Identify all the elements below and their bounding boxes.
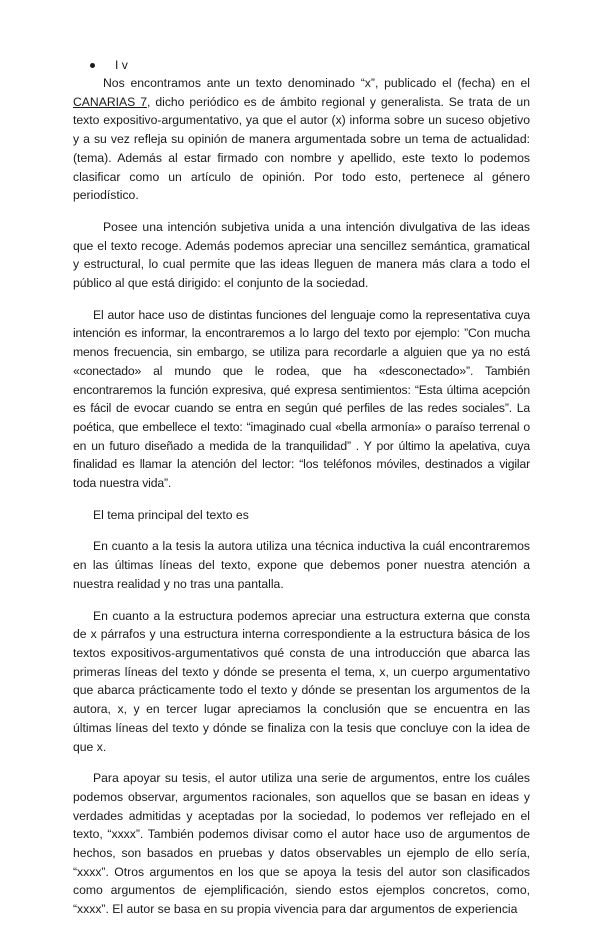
paragraph-language-functions: El autor hace uso de distintas funciones del lenguaje como la representativa cuya intención es informar, la encontraremos a lo largo del texto por ejemplo: ”Con mucha menos frecuencia, sin embargo, se utiliza para recordarle a alguien que ya no está «conectado» al mundo que le rodea, que ha «desconectado»”. También encontraremos la función expresiva, qué expresa sentimientos: “Esta última acepción es fácil de evocar cuando se entra en según qué perfiles de las redes sociales”. La poética, que embellece el texto: “imaginado cual «bella armonía» o paraíso terrenal o en un futuro diseñado a medida de la tranquilidad” . Y por último la apelativa, cuya finalidad es llamar la atención del lector: “los teléfonos móviles, destinados a vigilar toda nuestra vida”. (73, 307, 530, 491)
document-page (73, 56, 530, 932)
paragraph-arguments: Para apoyar su tesis, el autor utiliza una serie de argumentos, entre los cuáles podemos observar, argumentos racionales, son aquellos que se basan en ideas y verdades admitidas y aceptadas por la sociedad, lo podemos ver reflejado en el texto, “xxxx”. También podemos divisar como el autor hace uso de argumentos de hechos, son basados en pruebas y datos observables un ejemplo de ello sería, “xxxx”. Otros argumentos en los que se apoya la tesis del autor son clasificados como argumentos de ejemplificación, siendo estos ejemplos concretos, como, “xxxx”. El autor se basa en su propia vivencia para dar argumentos de experiencia (73, 771, 530, 917)
paragraph-intention: Posee una intención subjetiva unida a una intención divulgativa de las ideas que el texto recoge. Además podemos apreciar una sencillez semántica, gramatical y estructural, lo cual permite que las ideas lleguen de manera más clara a todo el público al que está dirigido: el conjunto de la sociedad. (73, 219, 530, 291)
bullet-item (90, 56, 530, 74)
newspaper-name-link: CANARIAS 7 (73, 94, 148, 109)
paragraph-structure: En cuanto a la estructura podemos apreciar una estructura externa que consta de x párrafos y una estructura interna correspondiente a la estructura básica de los textos expositivos-argumentativos qué consta de una introducción que abarca las primeras líneas del texto y dónde se presenta el tema, x, un cuerpo argumentativo que abarca prácticamente todo el texto y dónde se presentan los argumentos de la autora, x, y en tercer lugar apreciamos la conclusión que se encuentra en las últimas líneas del texto y dónde se finaliza con la tesis que concluye con la idea de que x. (73, 608, 530, 754)
paragraph-introduction-start: Nos encontramos ante un texto denominado “x”, publicado el (fecha) en el (103, 76, 530, 90)
paragraph-introduction-end: , dicho periódico es de ámbito regional y generalista. Se trata de un texto expositivo-argumentativo, ya que el autor (x) informa sobre un suceso objetivo y a su vez refleja su opinión de manera argumentada sobre un tema de actualidad: (tema). Además al estar firmado con nombre y apellido, este texto lo podemos clasificar como un artículo de opinión. Por todo esto, pertenece al género periodístico. (73, 94, 530, 203)
bullet-text: I v (115, 57, 128, 72)
paragraph-introduction (73, 74, 530, 205)
paragraph-thesis: En cuanto a la tesis la autora utiliza una técnica inductiva la cuál encontraremos en las últimas líneas del texto, expone que debemos poner nuestra atención a nuestra realidad y no tras una pantalla. (73, 539, 530, 591)
paragraph-theme: El tema principal del texto es (93, 507, 249, 522)
bullet-icon (90, 63, 95, 68)
